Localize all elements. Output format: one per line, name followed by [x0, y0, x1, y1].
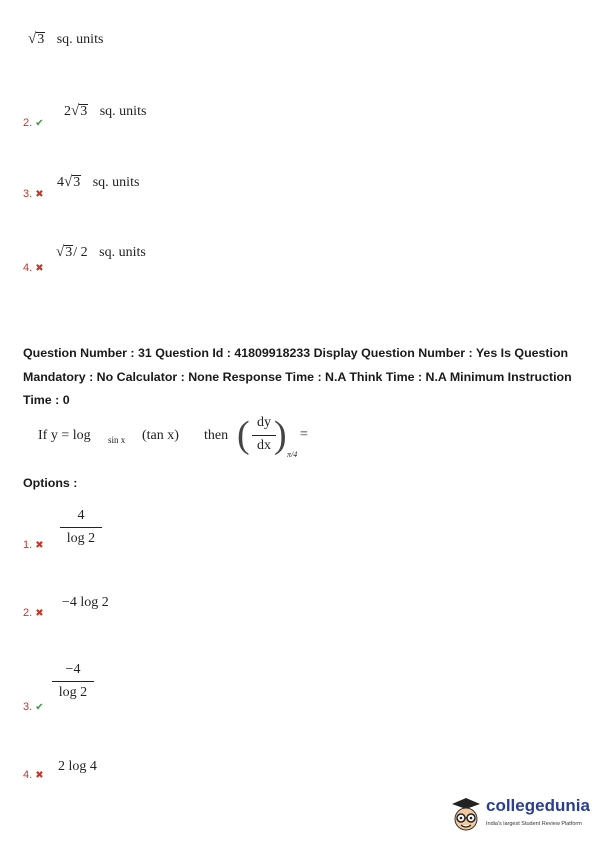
fraction-denominator: log 2: [58, 685, 88, 700]
wrong-cross-icon: ✖: [35, 540, 44, 551]
prev-option-2-number: 2. ✔: [23, 117, 44, 129]
derivative-denominator: dx: [257, 438, 271, 453]
mascot-icon: [448, 794, 484, 838]
option-2-number: 2. ✖: [23, 607, 44, 619]
option-3-fraction: [52, 662, 94, 701]
prev-option-3-content: 4√3 sq. units: [57, 174, 140, 190]
question-header: Question Number : 31 Question Id : 41809918233 Display Question Number : Yes Is Question Mandatory : No Calculator : None Response Time : N.A Think Time : N.A Minimum Instruction Time : 0: [23, 346, 572, 407]
unit-label: sq. units: [56, 32, 104, 47]
correct-check-icon: ✔: [35, 702, 44, 713]
derivative-numerator: dy: [257, 415, 271, 430]
question-formula: [38, 413, 318, 463]
prev-option-4-number: 4. ✖: [23, 262, 44, 274]
fraction-bar: [60, 527, 102, 528]
formula-argument: (tan x): [142, 428, 179, 443]
formula-then: then: [204, 428, 229, 443]
wrong-cross-icon: ✖: [35, 189, 44, 200]
evaluation-point: π/4: [287, 450, 298, 459]
fraction-denominator: log 2: [66, 531, 96, 546]
fraction-bar: [52, 681, 94, 682]
prev-option-1-content: [28, 31, 103, 48]
right-paren: ): [274, 414, 287, 456]
formula-if-y: If y = log: [38, 428, 91, 443]
prev-option-2-content: 2√3 sq. units: [64, 103, 147, 119]
correct-check-icon: ✔: [35, 118, 44, 129]
wrong-cross-icon: ✖: [35, 770, 44, 781]
sqrt-expression: √3: [64, 174, 81, 190]
option-1-fraction: [60, 508, 102, 547]
unit-label: sq. units: [99, 104, 147, 119]
option-3-number: 3. ✔: [23, 701, 44, 713]
unit-label: sq. units: [99, 245, 146, 260]
formula-log-base: sin x: [108, 435, 126, 445]
prev-option-3-number: 3. ✖: [23, 188, 44, 200]
wrong-cross-icon: ✖: [35, 263, 44, 274]
unit-label: sq. units: [92, 175, 140, 190]
option-4-number: 4. ✖: [23, 769, 44, 781]
wrong-cross-icon: ✖: [35, 608, 44, 619]
options-label: Options :: [23, 476, 78, 490]
fraction-bar: [252, 435, 276, 436]
option-2-content: −4 log 2: [62, 595, 109, 610]
sqrt-expression: √3: [71, 103, 88, 119]
option-1-number: 1. ✖: [23, 539, 44, 551]
equals-sign: =: [300, 427, 308, 442]
option-4-content: 2 log 4: [58, 759, 97, 774]
collegedunia-logo: [448, 794, 593, 838]
sqrt-expression: √3: [28, 31, 45, 47]
brand-tagline: India's largest Student Review Platform: [486, 821, 582, 827]
fraction-numerator: 4: [77, 508, 85, 523]
prev-option-4-content: √3/ 2 sq. units: [56, 244, 146, 260]
fraction-numerator: −4: [65, 662, 81, 677]
left-paren: (: [237, 414, 250, 456]
sqrt-expression: √3: [56, 244, 73, 260]
brand-name: collegedunia: [486, 796, 590, 815]
